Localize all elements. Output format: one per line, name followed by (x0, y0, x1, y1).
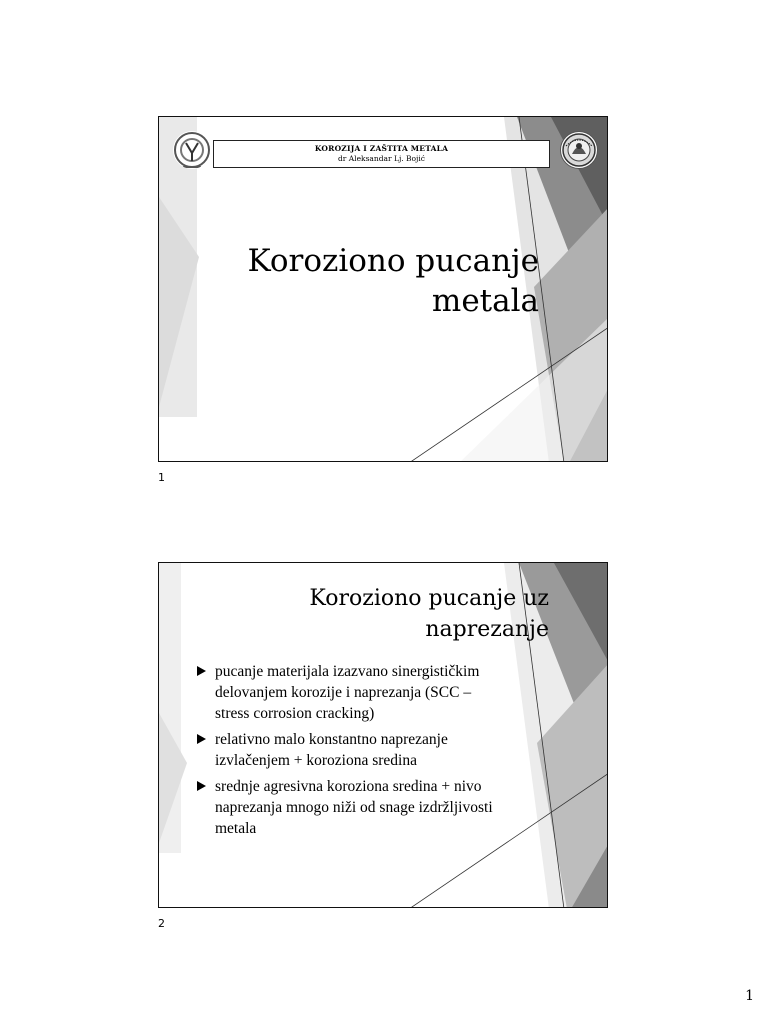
bullet-line: metala (215, 820, 257, 837)
triangle-bullet-icon (197, 734, 206, 744)
bullet-line: srednje agresivna koroziona sredina + nivo (215, 778, 482, 795)
title-line: Koroziono pucanje (247, 243, 539, 279)
bullet-line: pucanje materijala izazvano sinergističkim (215, 663, 480, 680)
title-line: naprezanje (425, 617, 549, 642)
university-seal-icon (560, 131, 598, 169)
slide-1 (158, 116, 608, 462)
bullet-line: stress corrosion cracking) (215, 705, 375, 722)
bullet-line: delovanjem korozije i naprezanja (SCC – (215, 684, 472, 701)
triangle-bullet-icon (197, 666, 206, 676)
course-title: KOROZIJA I ZAŠTITA METALA (314, 144, 449, 153)
slide-1-number: 1 (158, 471, 165, 484)
slide-1-title (248, 241, 539, 321)
title-line: metala (431, 283, 539, 319)
course-header-box (213, 140, 550, 168)
bullet-line: relativno malo konstantno naprezanje (215, 731, 448, 748)
slide-2-title (309, 583, 549, 645)
title-line: Koroziono pucanje uz (309, 586, 549, 611)
triangle-bullet-icon (197, 781, 206, 791)
bullet-item (197, 729, 567, 771)
bullet-list (197, 661, 567, 844)
bullet-item (197, 776, 567, 839)
author-name: dr Aleksandar Lj. Bojić (338, 154, 425, 163)
bullet-item (197, 661, 567, 724)
bullet-line: naprezanja mnogo niži od snage izdržljivosti (215, 799, 493, 816)
university-faculty-logo-icon (173, 131, 211, 169)
slide-2-number: 2 (158, 917, 165, 930)
slide-2 (158, 562, 608, 908)
page-number: 1 (745, 988, 754, 1004)
bullet-line: izvlačenjem + koroziona sredina (215, 752, 417, 769)
